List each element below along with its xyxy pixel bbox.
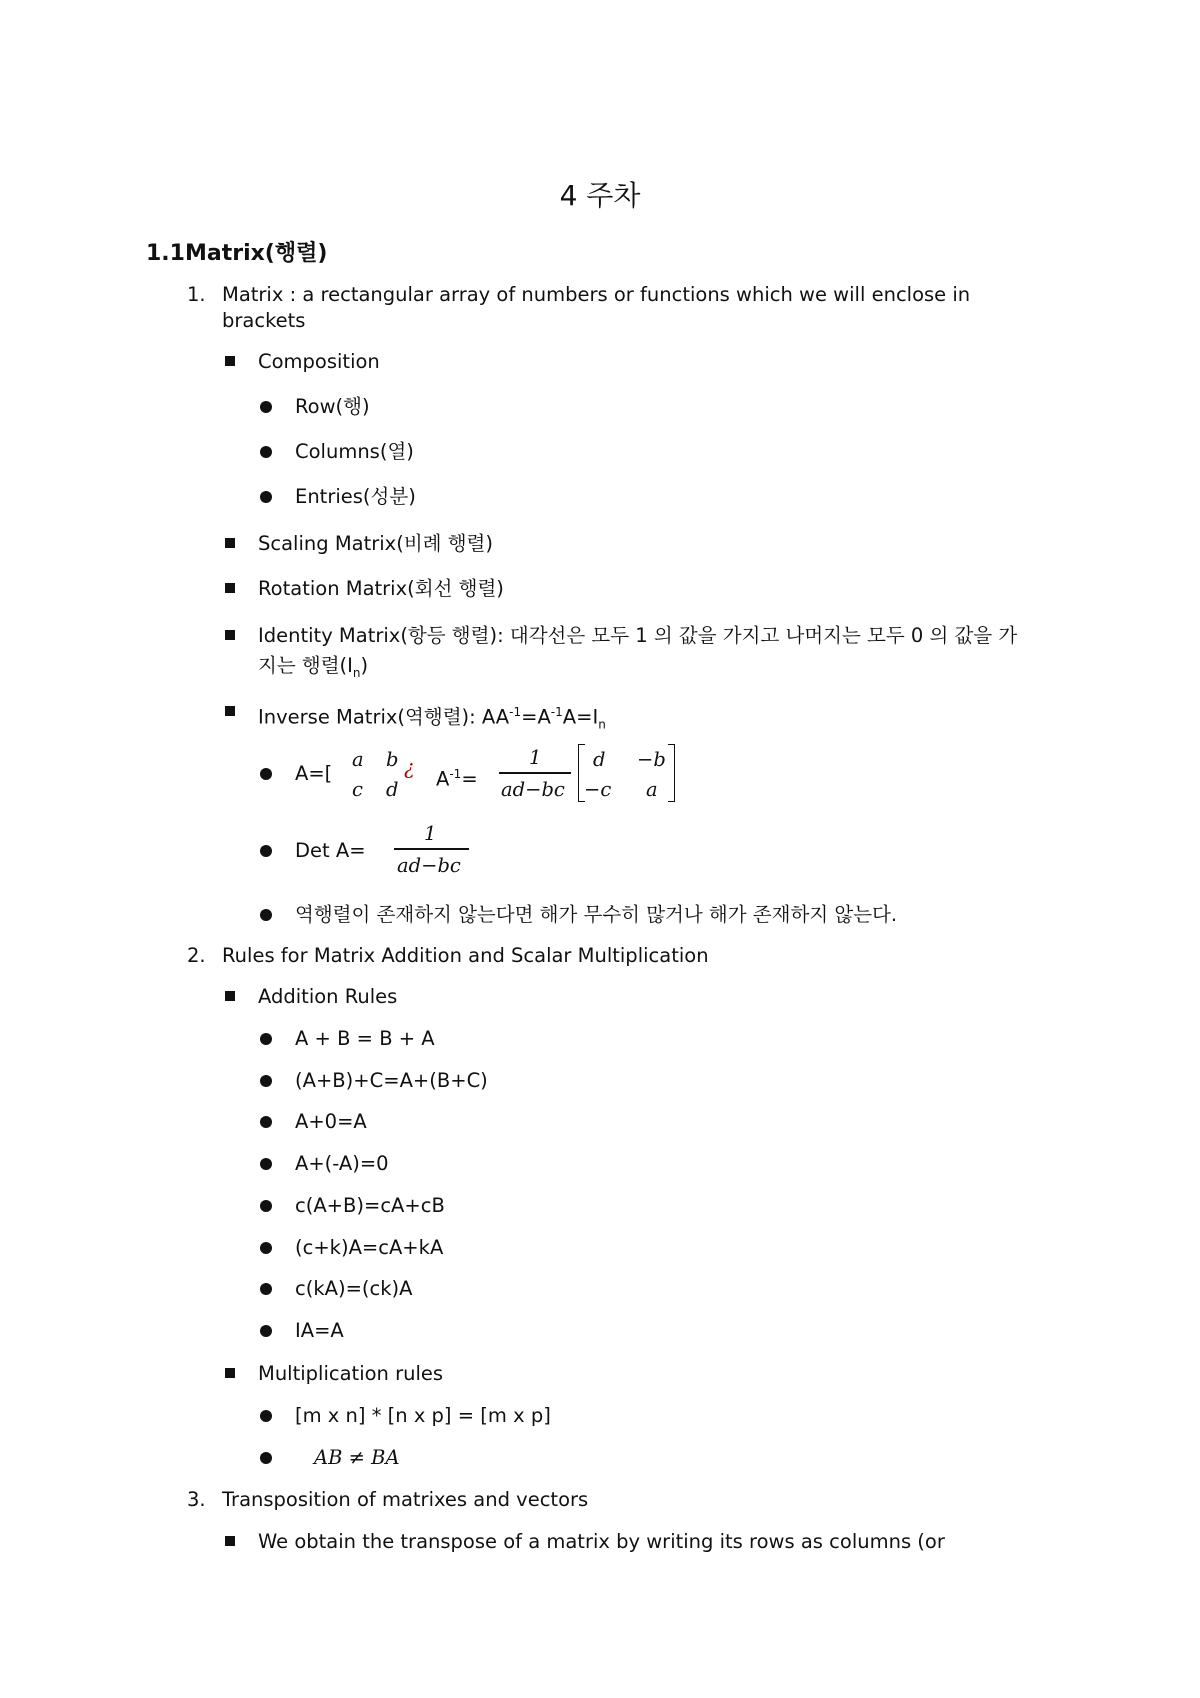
- matrix-entry-neg-b: −b: [637, 748, 666, 771]
- matrix-entry-b: b: [386, 748, 399, 771]
- square-bullet-icon: [225, 706, 235, 716]
- round-bullet-icon: [260, 1325, 272, 1337]
- det-label: Det A=: [295, 839, 366, 862]
- square-bullet-icon: [225, 583, 235, 593]
- matrix-entry-d: d: [386, 778, 399, 801]
- page-title: 4 주차: [559, 179, 641, 212]
- addition-rule: (A+B)+C=A+(B+C): [295, 1069, 488, 1092]
- multiplication-rule: [m x n] * [n x p] = [m x p]: [295, 1404, 551, 1427]
- round-bullet-icon: [260, 1033, 272, 1045]
- round-bullet-icon: [260, 401, 272, 413]
- matrix-entry-c: c: [352, 778, 363, 801]
- round-bullet-icon: [260, 1158, 272, 1170]
- item3-text: Transposition of matrixes and vectors: [222, 1488, 589, 1511]
- multiplication-rules-label: Multiplication rules: [258, 1362, 444, 1385]
- composition-label: Composition: [258, 350, 380, 373]
- square-bullet-icon: [225, 538, 235, 548]
- det-numerator: 1: [424, 822, 437, 845]
- addition-rule: A+0=A: [295, 1110, 367, 1133]
- right-bracket: [668, 744, 675, 802]
- matrix-glyph: ¿: [404, 756, 415, 779]
- round-bullet-icon: [260, 845, 272, 857]
- round-bullet-icon: [260, 1452, 272, 1464]
- columns-item: Columns(열): [295, 440, 414, 463]
- fraction-denominator: ad−bc: [501, 778, 565, 801]
- addition-rule: c(A+B)=cA+cB: [295, 1194, 445, 1217]
- matrix-entry-a: a: [352, 748, 364, 771]
- square-bullet-icon: [225, 1368, 235, 1378]
- addition-rules-label: Addition Rules: [258, 985, 398, 1008]
- list-number-1: 1.: [187, 283, 206, 306]
- a-inverse-label: $A^{-1}=$: [436, 767, 478, 791]
- det-denominator: ad−bc: [397, 854, 461, 877]
- list-number-3: 3.: [187, 1488, 206, 1511]
- nonexist-note: 역행렬이 존재하지 않는다면 해가 무수히 많거나 해가 존재하지 않는다.: [295, 903, 898, 926]
- transpose-description: We obtain the transpose of a matrix by writing its rows as columns (or: [258, 1530, 945, 1553]
- row-item: Row(행): [295, 395, 370, 418]
- inverse-matrix-item: Inverse Matrix(역행렬): $AA^{-1}=A^{-1}A=I_n$: [258, 705, 606, 732]
- a-equals-label: A=[: [295, 762, 333, 785]
- square-bullet-icon: [225, 1536, 235, 1546]
- addition-rule: A + B = B + A: [295, 1027, 435, 1050]
- round-bullet-icon: [260, 491, 272, 503]
- round-bullet-icon: [260, 909, 272, 921]
- fraction-numerator: 1: [529, 746, 542, 769]
- addition-rule: A+(-A)=0: [295, 1152, 389, 1175]
- section-heading: 1.1Matrix(행렬): [146, 241, 328, 266]
- round-bullet-icon: [260, 446, 272, 458]
- identity-matrix-line1: Identity Matrix(항등 행렬): 대각선은 모두 1 의 값을 가지고 나머지는 모두 0 의 값을 가: [258, 624, 1018, 647]
- round-bullet-icon: [260, 1283, 272, 1295]
- item1-line2: brackets: [222, 309, 306, 332]
- round-bullet-icon: [260, 1410, 272, 1422]
- fraction-bar: [499, 772, 571, 774]
- scaling-matrix-item: Scaling Matrix(비례 행렬): [258, 532, 493, 555]
- round-bullet-icon: [260, 1200, 272, 1212]
- round-bullet-icon: [260, 768, 272, 780]
- square-bullet-icon: [225, 630, 235, 640]
- rotation-matrix-item: Rotation Matrix(회선 행렬): [258, 577, 504, 600]
- list-number-2: 2.: [187, 944, 206, 967]
- matrix-entry-d2: d: [593, 748, 606, 771]
- addition-rule: c(kA)=(ck)A: [295, 1277, 413, 1300]
- square-bullet-icon: [225, 356, 235, 366]
- square-bullet-icon: [225, 991, 235, 1001]
- matrix-entry-neg-c: −c: [584, 778, 612, 801]
- det-fraction-bar: [394, 848, 469, 850]
- addition-rule: IA=A: [295, 1319, 344, 1342]
- round-bullet-icon: [260, 1116, 272, 1128]
- identity-matrix-line2: 지는 행렬$(I_n)$: [258, 654, 369, 680]
- item1-line1: Matrix : a rectangular array of numbers or functions which we will enclose in: [222, 283, 971, 306]
- entries-item: Entries(성분): [295, 485, 416, 508]
- addition-rule: (c+k)A=cA+kA: [295, 1236, 444, 1259]
- matrix-entry-a2: a: [646, 778, 658, 801]
- item2-text: Rules for Matrix Addition and Scalar Multiplication: [222, 944, 709, 967]
- multiplication-rule-ab-ba: AB ≠ BA: [314, 1446, 400, 1469]
- round-bullet-icon: [260, 1075, 272, 1087]
- round-bullet-icon: [260, 1242, 272, 1254]
